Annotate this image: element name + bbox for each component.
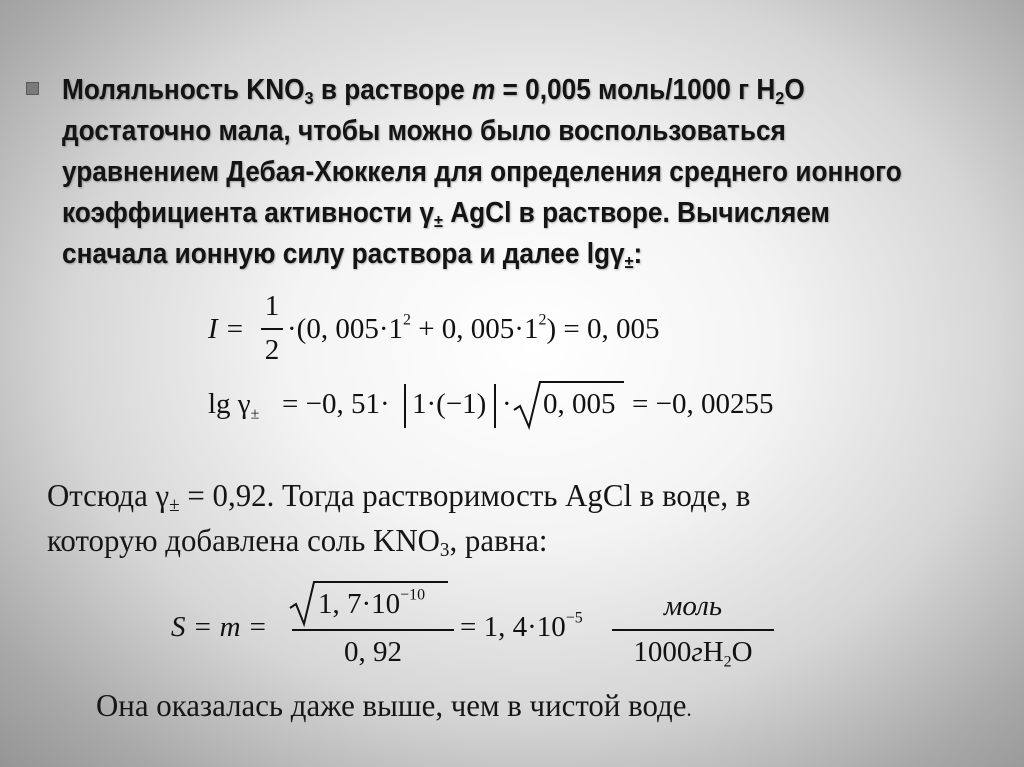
- intro-line-5: сначала ионную силу раствора и далее lgγ$_\pm$:: [62, 238, 643, 272]
- formula3-unit-bar: [612, 629, 774, 631]
- formula1-denominator: 2: [264, 334, 280, 366]
- formula1-fraction-bar: [261, 328, 283, 330]
- intro-line-1: Моляльность $KNO_3$ в растворе m = 0,005 моль/1000 г $H_2O$: [62, 74, 805, 108]
- formula1-lhs: I =: [208, 313, 245, 345]
- formula2-dot: ·: [502, 388, 512, 420]
- formula3-unit-denominator: $1000гH_2O$: [633, 636, 753, 671]
- formula1-numerator: 1: [264, 290, 280, 322]
- formula2-radicand: 0, 005: [543, 388, 616, 420]
- formula1-body: ·(0, $005\cdot 1^2 + 0$, $005\cdot 1^2) = 0$, 005: [287, 311, 660, 345]
- intro-line-3: уравнением Дебая-Хюккеля для определения среднего ионного: [62, 156, 902, 188]
- formula3-denominator: 0, 92: [344, 636, 402, 668]
- conclusion-line-1: Отсюда $\gamma_\pm = 0,92$. Тогда растворимость AgCl в воде, в: [47, 477, 751, 516]
- abs-bar-left: [404, 384, 406, 428]
- final-remark: Она оказалась даже выше, чем в чистой воде.: [96, 687, 692, 723]
- formula3-radicand: 1, $7\cdot 10^{-10}$: [318, 586, 426, 620]
- formula2-abs-body: 1·(−1): [412, 388, 487, 420]
- conclusion-line-2: которую добавлена соль $KNO_3$, равна:: [47, 522, 548, 561]
- formula2-eq: = −0, 51·: [282, 388, 390, 420]
- intro-paragraph: [62, 70, 936, 275]
- formula3-unit-numerator: моль: [663, 590, 723, 622]
- bullet-marker: [26, 82, 39, 95]
- intro-line-2: достаточно мала, чтобы можно было воспользоваться: [62, 115, 786, 147]
- formula3-fraction-bar: [292, 629, 454, 631]
- formula3-lhs: S = m =: [171, 611, 268, 643]
- formula2-lhs: $\lg \gamma_\pm$: [208, 388, 260, 423]
- intro-line-4: коэффициента активности $\gamma_\pm$ AgCl в растворе. Вычисляем: [62, 197, 830, 231]
- abs-bar-right: [494, 384, 496, 428]
- formula2-result: = −0, 00255: [632, 388, 774, 420]
- formula3-mid: = 1, $4\cdot 10^{-5}$: [460, 609, 583, 643]
